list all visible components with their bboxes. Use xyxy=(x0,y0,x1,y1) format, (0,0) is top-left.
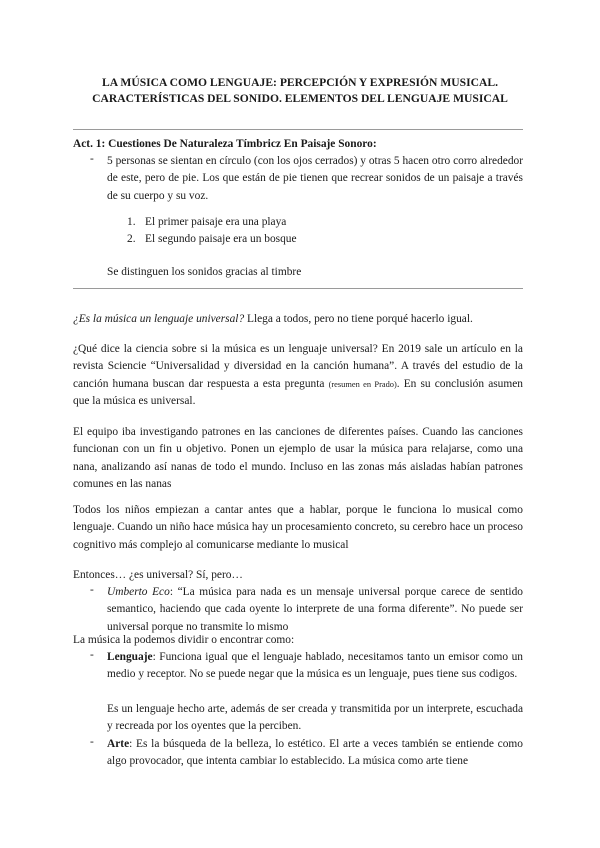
lenguaje-item xyxy=(107,649,523,684)
act1-note: Se distinguen los sonidos gracias al timbre xyxy=(107,266,302,278)
division-intro: La música la podemos dividir o encontrar como: xyxy=(73,634,295,646)
page-title xyxy=(60,75,540,107)
eco-text: : “La música para nada es un mensaje universal porque carece de sentido semantico, haciendo que cada oyente lo interprete de una forma diferente”. No puede ser universal porque no transmite lo mismo xyxy=(107,586,523,633)
question-italic: ¿Es la música un lenguaje universal? xyxy=(73,313,245,325)
science-paragraph xyxy=(73,341,523,411)
act1-heading: Act. 1: Cuestiones De Naturaleza Tímbricz En Paisaje Sonoro: xyxy=(73,138,377,150)
list-item-2: El segundo paisaje era un bosque xyxy=(145,233,297,245)
lenguaje-text-2: Es un lenguaje hecho arte, además de ser creada y transmitida por un interprete, escuchada y recreada por los oyentes que la perciben. xyxy=(107,703,523,733)
science-small-note: (resumen en Prado) xyxy=(328,379,397,389)
list-number-2: 2. xyxy=(127,233,136,245)
science-text: ¿Qué dice la ciencia sobre si la música es un lenguaje universal? En 2019 sale un artículo en la revista Sciencie “Universalidad y diversidad en la canción humana”. A través del estudio de la canción humana buscan dar respuesta a esta pregunta xyxy=(73,343,523,390)
science-conclusion: . En su conclusión asumen que la música es universal. xyxy=(73,377,523,408)
children-paragraph: Todos los niños empiezan a cantar antes que a hablar, porque le funciona lo musical como lenguaje. Cuando un niño hace música hay un procesamiento concreto, su cerebro hace un proceso cognitivo más complejo al comunicarse mediante lo musical xyxy=(73,504,523,551)
arte-term: Arte xyxy=(107,738,130,750)
eco-name: Umberto Eco xyxy=(107,586,170,598)
question-rest: Llega a todos, pero no tiene porqué hacerlo igual. xyxy=(244,313,473,325)
arte-text: : Es la búsqueda de la belleza, lo estético. El arte a veces también se entiende como algo provocador, que intenta cambiar lo establecido. La música como arte tiene xyxy=(107,738,523,768)
lenguaje-text: : Funciona igual que el lenguaje hablado, necesitamos tanto un emisor como un medio y receptor. No se puede negar que la música es un lenguaje, pues tiene sus codigos. xyxy=(107,651,523,681)
list-item-1: El primer paisaje era una playa xyxy=(145,216,287,228)
arte-item xyxy=(107,736,523,771)
bullet-dash: - xyxy=(90,153,94,165)
act1-bullet-text: 5 personas se sientan en círculo (con los ojos cerrados) y otras 5 hacen otro corro alrededor de este, pero de pie. Los que están de pie tienen que recrear sonidos de un paisaje a través de su cuerpo y su voz. xyxy=(107,155,523,202)
title-line-1: LA MÚSICA COMO LENGUAJE: PERCEPCIÓN Y EXPRESIÓN MUSICAL. xyxy=(102,76,498,89)
eco-dash: - xyxy=(90,584,94,596)
universal-question: Entonces… ¿es universal? Sí, pero… xyxy=(73,569,243,581)
lenguaje-dash: - xyxy=(90,649,94,661)
list-number-1: 1. xyxy=(127,216,136,228)
arte-dash: - xyxy=(90,736,94,748)
question-paragraph xyxy=(73,311,523,328)
divider-bottom xyxy=(73,288,523,289)
divider-top xyxy=(73,129,523,130)
title-line-2: CARACTERÍSTICAS DEL SONIDO. ELEMENTOS DEL LENGUAJE MUSICAL xyxy=(92,92,508,105)
lenguaje-term: Lenguaje xyxy=(107,651,153,663)
research-paragraph: El equipo iba investigando patrones en las canciones de diferentes países. Cuando las canciones funcionan con un fin u objetivo. Ponen un ejemplo de usar la música para relajarse, como una nana, analizando así nanas de todo el mundo. Incluso en las zonas más aisladas habían patrones comunes en las nanas xyxy=(73,426,523,491)
eco-quote xyxy=(107,584,523,636)
